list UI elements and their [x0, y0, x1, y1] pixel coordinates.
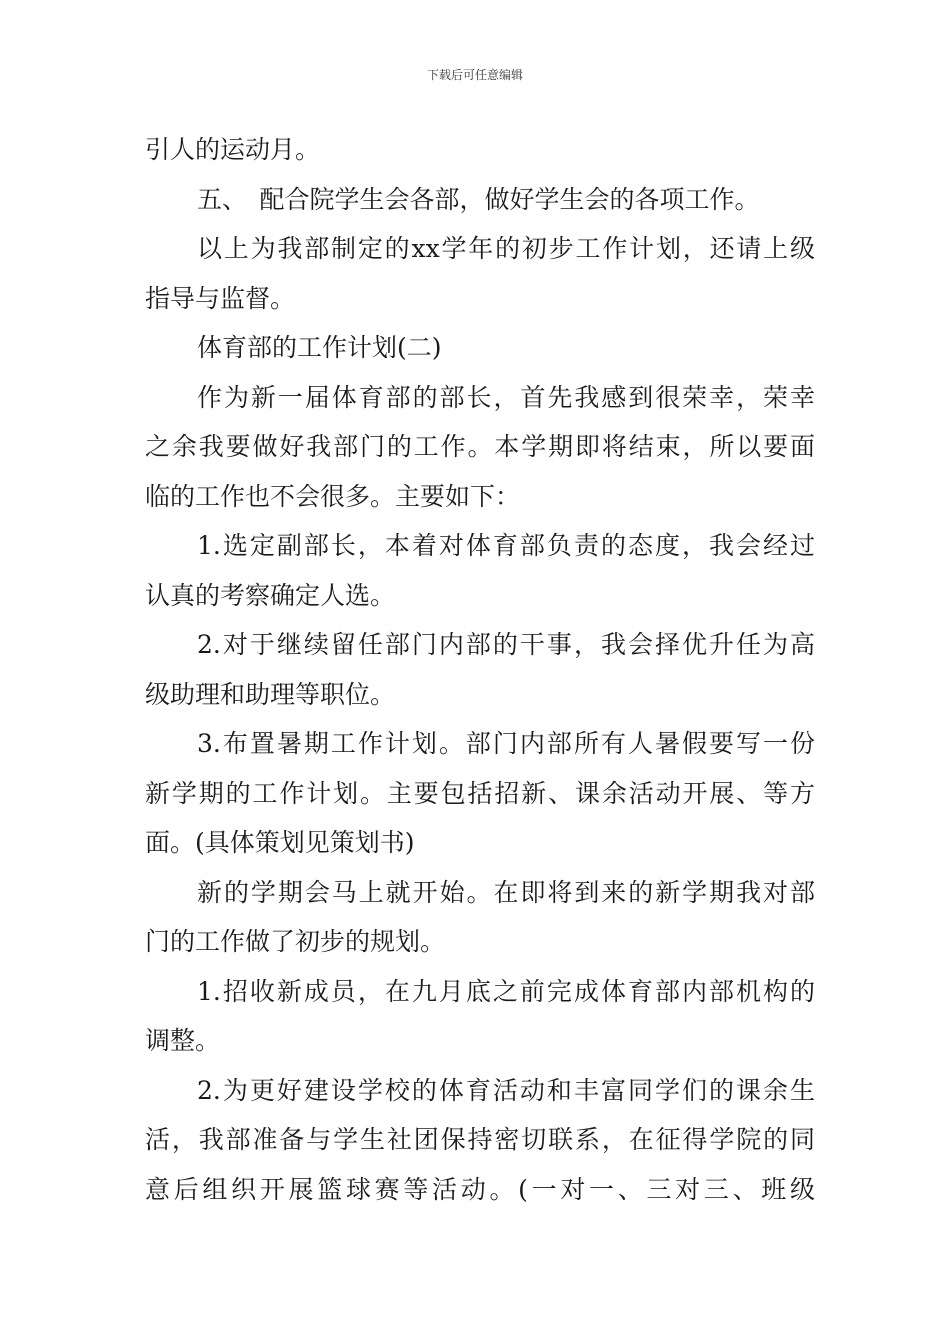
text-line: 1.招收新成员，在九月底之前完成体育部内部机构的	[197, 976, 815, 1006]
text-line: 以上为我部制定的xx学年的初步工作计划，还请上级	[197, 234, 815, 263]
text-line: 1.选定副部长，本着对体育部负责的态度，我会经过	[197, 531, 815, 560]
page-header: 下载后可任意编辑	[426, 68, 523, 82]
text-line: 意后组织开展篮球赛等活动。(一对一、三对三、班级	[145, 1174, 815, 1204]
text-line: 引人的运动月。	[145, 135, 321, 164]
text-line: 活，我部准备与学生社团保持密切联系，在征得学院的同	[145, 1125, 815, 1154]
text-line: 面。(具体策划见策划书)	[145, 828, 415, 857]
text-line: 新的学期会马上就开始。在即将到来的新学期我对部	[197, 877, 815, 907]
text-line: 2.为更好建设学校的体育活动和丰富同学们的课余生	[197, 1075, 815, 1105]
text-line: 新学期的工作计划。主要包括招新、课余活动开展、等方	[145, 778, 815, 808]
text-line: 认真的考察确定人选。	[145, 580, 396, 610]
text-line: 作为新一届体育部的部长，首先我感到很荣幸，荣幸	[197, 382, 815, 412]
text-line: 3.布置暑期工作计划。部门内部所有人暑假要写一份	[197, 729, 815, 758]
text-line: 级助理和助理等职位。	[145, 679, 396, 709]
section-title: 体育部的工作计划(二)	[197, 333, 442, 362]
text-line: 2.对于继续留任部门内部的干事，我会择优升任为高	[197, 630, 815, 659]
text-line: 之余我要做好我部门的工作。本学期即将结束，所以要面	[145, 432, 815, 461]
text-line: 五、 配合院学生会各部，做好学生会的各项工作。	[197, 184, 760, 214]
text-line: 指导与监督。	[145, 283, 296, 313]
text-line: 调整。	[145, 1026, 221, 1055]
document-body	[145, 125, 815, 1214]
text-line: 门的工作做了初步的规划。	[145, 927, 446, 956]
text-line: 临的工作也不会很多。主要如下：	[145, 481, 521, 511]
